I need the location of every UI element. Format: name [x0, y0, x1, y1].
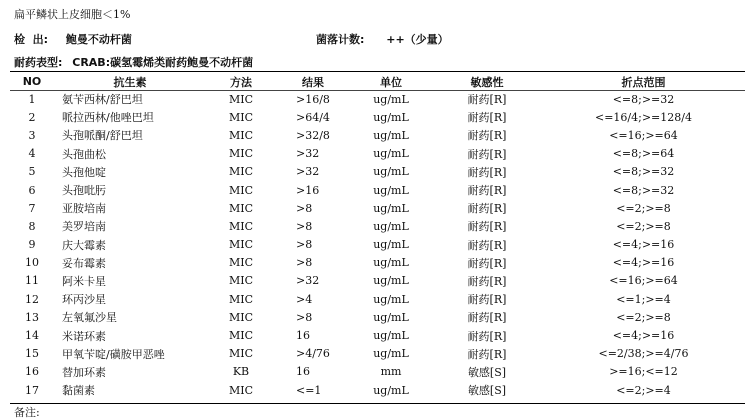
cell-antibiotic: 米诺环素 — [62, 329, 106, 343]
cell-method: MIC — [228, 201, 254, 215]
cell-sensitivity: 耐药[R] — [467, 220, 507, 234]
cell-no: 1 — [28, 92, 36, 106]
cell-sensitivity: 耐药[R] — [467, 147, 507, 161]
cell-result: >32 — [296, 147, 320, 161]
cell-result: 16 — [296, 329, 310, 343]
cell-breakpoint: <=2;>=8 — [616, 310, 671, 324]
specimen-note: 扁平鳞状上皮细胞＜1% — [14, 8, 131, 21]
cell-antibiotic: 黏菌素 — [62, 384, 95, 398]
cell-method: MIC — [228, 128, 254, 142]
cell-breakpoint: <=16;>=64 — [609, 274, 678, 288]
cell-sensitivity: 耐药[R] — [467, 256, 507, 270]
col-header-result: 结果 — [302, 75, 324, 89]
cell-antibiotic: 哌拉西林/他唑巴坦 — [62, 111, 154, 125]
cell-result: >64/4 — [296, 110, 330, 124]
cell-unit: ug/mL — [373, 292, 409, 306]
cell-no: 2 — [28, 110, 36, 124]
cell-method: MIC — [228, 383, 254, 397]
cell-antibiotic: 替加环素 — [62, 365, 106, 379]
cell-method: MIC — [228, 310, 254, 324]
cell-antibiotic: 头孢曲松 — [62, 147, 106, 161]
cell-breakpoint: <=2;>=8 — [616, 219, 671, 233]
cell-method: MIC — [228, 147, 254, 161]
cell-result: <=1 — [296, 383, 322, 397]
cell-sensitivity: 敏感[S] — [467, 365, 507, 379]
cell-sensitivity: 耐药[R] — [467, 274, 507, 288]
cell-sensitivity: 耐药[R] — [467, 165, 507, 179]
cell-breakpoint: >=16;<=12 — [609, 365, 678, 379]
table-top-rule — [10, 71, 745, 72]
cell-result: >8 — [296, 201, 313, 215]
cell-breakpoint: <=16;>=64 — [609, 128, 678, 142]
cell-antibiotic: 亚胺培南 — [62, 202, 106, 216]
cell-antibiotic: 头孢吡肟 — [62, 184, 106, 198]
table-row — [10, 236, 745, 254]
cell-unit: ug/mL — [373, 165, 409, 179]
detect-value: 鲍曼不动杆菌 — [65, 33, 132, 46]
cell-unit: ug/mL — [373, 329, 409, 343]
remarks-label: 备注: — [14, 406, 40, 419]
cell-method: MIC — [228, 329, 254, 343]
cell-no: 10 — [25, 256, 39, 270]
cell-no: 4 — [28, 147, 36, 161]
cell-result: >32 — [296, 274, 320, 288]
cell-no: 8 — [28, 219, 36, 233]
detect-label: 检 出: — [14, 33, 49, 46]
col-header-sensitivity: 敏感性 — [470, 75, 504, 89]
colony-count-label: 菌落计数: — [316, 33, 365, 46]
cell-method: MIC — [228, 165, 254, 179]
cell-antibiotic: 阿米卡星 — [62, 274, 106, 288]
cell-method: MIC — [228, 92, 254, 106]
col-header-method: 方法 — [230, 75, 252, 89]
detect-row — [14, 31, 132, 47]
cell-result: >8 — [296, 310, 313, 324]
cell-sensitivity: 耐药[R] — [467, 93, 507, 107]
cell-antibiotic: 甲氧苄啶/磺胺甲恶唑 — [62, 347, 165, 361]
cell-no: 9 — [28, 238, 36, 252]
table-row — [10, 145, 745, 163]
cell-unit: ug/mL — [373, 274, 409, 288]
cell-sensitivity: 耐药[R] — [467, 111, 507, 125]
cell-unit: ug/mL — [373, 183, 409, 197]
table-row — [10, 363, 745, 381]
cell-result: >16 — [296, 183, 320, 197]
cell-sensitivity: 耐药[R] — [467, 184, 507, 198]
cell-sensitivity: 耐药[R] — [467, 329, 507, 343]
table-row — [10, 345, 745, 363]
cell-breakpoint: <=8;>=32 — [612, 92, 675, 106]
susceptibility-table — [10, 73, 745, 399]
cell-unit: ug/mL — [373, 201, 409, 215]
cell-method: MIC — [228, 110, 254, 124]
cell-sensitivity: 耐药[R] — [467, 347, 507, 361]
cell-unit: mm — [380, 365, 402, 379]
table-row — [10, 90, 745, 108]
cell-sensitivity: 耐药[R] — [467, 311, 507, 325]
phenotype-value: CRAB:碳氢霉烯类耐药鲍曼不动杆菌 — [72, 56, 254, 69]
cell-method: MIC — [228, 347, 254, 361]
table-row — [10, 199, 745, 217]
cell-no: 12 — [25, 292, 39, 306]
cell-method: MIC — [228, 183, 254, 197]
cell-breakpoint: <=2/38;>=4/76 — [598, 347, 689, 361]
cell-result: >8 — [296, 256, 313, 270]
col-header-breakpoint: 折点范围 — [621, 75, 666, 89]
cell-unit: ug/mL — [373, 128, 409, 142]
cell-sensitivity: 敏感[S] — [467, 384, 507, 398]
header-rule — [10, 90, 745, 91]
cell-method: KB — [232, 365, 250, 379]
table-row — [10, 381, 745, 399]
cell-method: MIC — [228, 256, 254, 270]
cell-antibiotic: 头孢哌酮/舒巴坦 — [62, 129, 143, 143]
cell-antibiotic: 头孢他啶 — [62, 165, 106, 179]
table-row — [10, 326, 745, 344]
table-row — [10, 272, 745, 290]
table-header-row — [10, 73, 745, 90]
cell-unit: ug/mL — [373, 147, 409, 161]
cell-unit: ug/mL — [373, 347, 409, 361]
cell-no: 16 — [25, 365, 39, 379]
cell-no: 7 — [28, 201, 36, 215]
cell-sensitivity: 耐药[R] — [467, 293, 507, 307]
colony-count-value: ++（少量） — [386, 33, 449, 46]
table-row — [10, 126, 745, 144]
cell-no: 17 — [25, 383, 39, 397]
table-row — [10, 254, 745, 272]
cell-method: MIC — [228, 274, 254, 288]
phenotype-label: 耐药表型: — [14, 56, 63, 69]
cell-unit: ug/mL — [373, 383, 409, 397]
cell-breakpoint: <=2;>=8 — [616, 201, 671, 215]
table-row — [10, 217, 745, 235]
cell-breakpoint: <=4;>=16 — [612, 329, 675, 343]
cell-antibiotic: 环丙沙星 — [62, 293, 106, 307]
cell-no: 5 — [28, 165, 36, 179]
table-row — [10, 308, 745, 326]
cell-result: >4 — [296, 292, 313, 306]
cell-result: 16 — [296, 365, 310, 379]
col-header-unit: 单位 — [380, 75, 402, 89]
cell-breakpoint: <=2;>=4 — [616, 383, 671, 397]
cell-method: MIC — [228, 292, 254, 306]
col-header-no: NO — [22, 75, 42, 88]
cell-antibiotic: 美罗培南 — [62, 220, 106, 234]
cell-result: >4/76 — [296, 347, 330, 361]
cell-method: MIC — [228, 219, 254, 233]
cell-antibiotic: 妥布霉素 — [62, 256, 106, 270]
cell-breakpoint: <=16/4;>=128/4 — [595, 110, 692, 124]
table-bottom-rule — [10, 403, 745, 404]
cell-no: 6 — [28, 183, 36, 197]
cell-no: 13 — [25, 310, 39, 324]
table-row — [10, 108, 745, 126]
cell-sensitivity: 耐药[R] — [467, 238, 507, 252]
cell-antibiotic: 氨苄西林/舒巴坦 — [62, 93, 143, 107]
cell-unit: ug/mL — [373, 310, 409, 324]
cell-no: 11 — [25, 274, 39, 288]
table-row — [10, 181, 745, 199]
cell-unit: ug/mL — [373, 256, 409, 270]
cell-result: >32 — [296, 165, 320, 179]
table-row — [10, 163, 745, 181]
cell-breakpoint: <=8;>=32 — [612, 165, 675, 179]
cell-antibiotic: 左氧氟沙星 — [62, 311, 117, 325]
cell-result: >8 — [296, 238, 313, 252]
cell-no: 15 — [25, 347, 39, 361]
cell-no: 3 — [28, 128, 36, 142]
cell-sensitivity: 耐药[R] — [467, 129, 507, 143]
col-header-antibiotic: 抗生素 — [113, 75, 147, 89]
colony-count-row — [316, 31, 449, 47]
cell-result: >16/8 — [296, 92, 330, 106]
cell-sensitivity: 耐药[R] — [467, 202, 507, 216]
cell-breakpoint: <=8;>=64 — [612, 147, 675, 161]
table-row — [10, 290, 745, 308]
cell-breakpoint: <=8;>=32 — [612, 183, 675, 197]
cell-no: 14 — [25, 329, 39, 343]
cell-unit: ug/mL — [373, 219, 409, 233]
phenotype-row — [14, 54, 253, 70]
cell-unit: ug/mL — [373, 92, 409, 106]
cell-result: >32/8 — [296, 128, 330, 142]
cell-breakpoint: <=1;>=4 — [616, 292, 671, 306]
cell-unit: ug/mL — [373, 238, 409, 252]
cell-breakpoint: <=4;>=16 — [612, 238, 675, 252]
cell-breakpoint: <=4;>=16 — [612, 256, 675, 270]
cell-result: >8 — [296, 219, 313, 233]
cell-method: MIC — [228, 238, 254, 252]
cell-unit: ug/mL — [373, 110, 409, 124]
cell-antibiotic: 庆大霉素 — [62, 238, 106, 252]
